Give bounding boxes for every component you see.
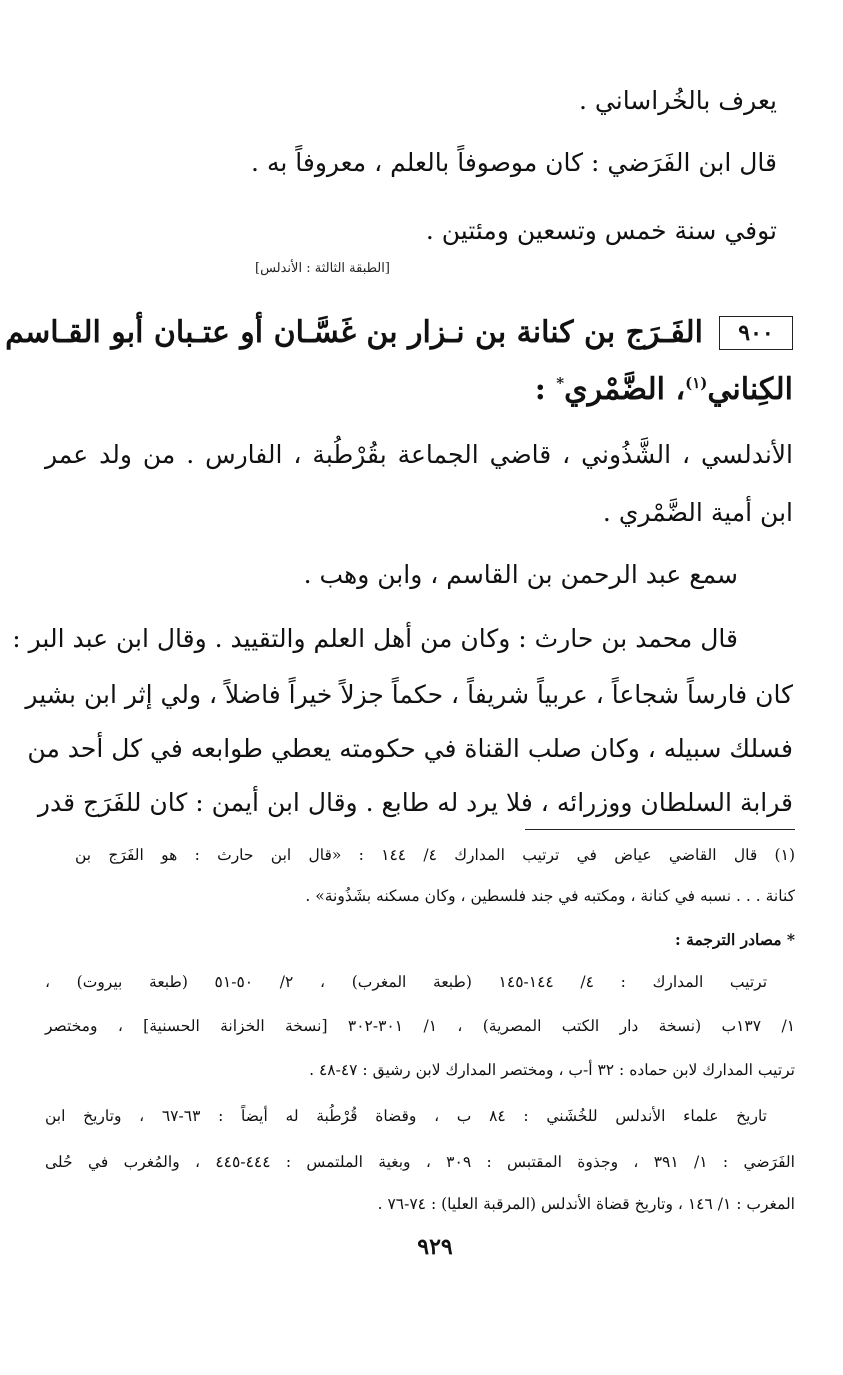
text-line: فسلك سبيله ، وكان صلب القناة في حكومته يعطي طوابعه في كل أحد من — [27, 734, 793, 763]
heading-name-part: الكِناني — [707, 372, 793, 407]
heading-name-part: ، الضَّمْري — [564, 372, 686, 407]
text-line: سمع عبد الرحمن بن القاسم ، وابن وهب . — [303, 560, 738, 589]
section-tag: [الطبقة الثالثة : الأندلس] — [255, 261, 390, 276]
sources-line: ترتيب المدارك لابن حماده : ٣٢ أ-ب ، ومختصر المدارك لابن رشيق : ٤٧-٤٨ . — [309, 1061, 795, 1079]
text-line: قال محمد بن حارث : وكان من أهل العلم والتقييد . وقال ابن عبد البر : — [12, 624, 738, 653]
footnote-ref: (١) — [685, 374, 708, 392]
entry-number-box: ٩٠٠ — [719, 316, 793, 350]
sources-line: الفَرَضي : ١/ ٣٩١ ، وجذوة المقتبس : ٣٠٩ ، وبغية الملتمس : ٤٤٤-٤٤٥ ، والمُغرب في حُلى — [45, 1153, 795, 1171]
heading-colon: : — [534, 372, 546, 407]
footnote-rule — [525, 829, 795, 830]
page-number: ٩٢٩ — [417, 1234, 453, 1260]
text-line: قال ابن الفَرَضي : كان موصوفاً بالعلم ، معروفاً به . — [251, 148, 777, 177]
entry-heading-line2 — [535, 370, 793, 410]
entry-heading-line1: الفَـرَج بن كنانة بن نـزار بن غَسَّـان أو عتـبان أبو القـاسم — [5, 315, 703, 350]
text-line: يعرف بالخُراساني . — [579, 86, 777, 115]
footnote-line: كنانة . . . نسبه في كنانة ، ومكتبه في جند فلسطين ، وكان مسكنه بشَذُونة» . — [305, 887, 795, 905]
sources-line: ترتيب المدارك : ٤/ ١٤٤-١٤٥ (طبعة المغرب) ، ٢/ ٥٠-٥١ (طبعة بيروت) ، — [45, 973, 768, 991]
text-line: توفي سنة خمس وتسعين ومئتين . — [425, 216, 777, 245]
text-line: الأندلسي ، الشَّذُوني ، قاضي الجماعة بقُرْطُبة ، الفارس . من ولد عمر — [45, 440, 793, 469]
sources-title: * مصادر الترجمة : — [675, 930, 795, 949]
sources-line: ١/ ١٣٧ب (نسخة دار الكتب المصرية) ، ١/ ٣٠١-٣٠٢ [نسخة الخزانة الحسنية] ، ومختصر — [45, 1017, 796, 1035]
text-line: قرابة السلطان ووزرائه ، فلا يرد له طابع . وقال ابن أيمن : كان للفَرَج قدر — [37, 788, 793, 817]
sources-line: المغرب : ١/ ١٤٦ ، وتاريخ قضاة الأندلس (المرقبة العليا) : ٧٤-٧٦ . — [377, 1195, 795, 1213]
footnote-line: (١) قال القاضي عياض في ترتيب المدارك ٤/ ١٤٤ : «قال ابن حارث : هو الفَرَج بن — [75, 846, 795, 864]
sources-line: تاريخ علماء الأندلس للخُشَني : ٨٤ ب ، وقضاة قُرْطُبة له أيضاً : ٦٣-٦٧ ، وتاريخ ابن — [45, 1107, 767, 1125]
text-line: كان فارساً شجاعاً ، عربياً شريفاً ، حكماً جزلاً خيراً فاضلاً ، ولي إثر ابن بشير — [25, 680, 793, 709]
text-line: ابن أمية الضَّمْري . — [602, 498, 793, 527]
sources-star: * — [556, 374, 565, 392]
